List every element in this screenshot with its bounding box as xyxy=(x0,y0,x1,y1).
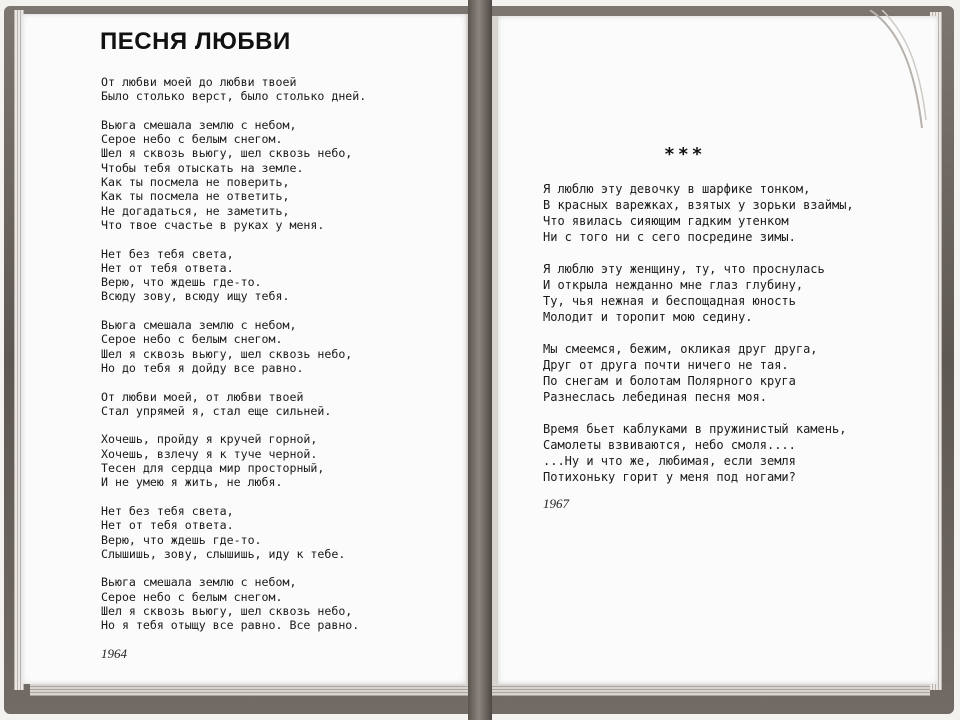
right-poem-heading: *** xyxy=(664,144,706,165)
right-poem-text: Я люблю эту девочку в шарфике тонком, В красных варежках, взятых у зорьки взаймы, Что явилась сияющим гадким утенком Ни с того ни с сего посредине зимы. Я люблю эту женщину, ту, что проснулась И открыла нежданно мне глаз глубину, Ту, чья нежная и беспощадная юность Молодит и торопит мою седину. Мы смеемся, бежим, окликая друг друга, Друг от друга почти ничего не тая. По снегам и болотам Полярного круга Разнеслась лебединая песня моя. Время бьет каблуками в пружинистый камень, Самолеты взвиваются, небо смоля.... ...Ну и что же, любимая, если земля Потихоньку горит у меня под ногами? xyxy=(543,182,854,484)
poem-title: ПЕСНЯ ЛЮБВИ xyxy=(100,28,291,55)
right-poem-year: 1967 xyxy=(543,496,569,511)
left-poem-text: От любви моей до любви твоей Было столько верст, было столько дней. Вьюга смешала землю с небом, Серое небо с белым снегом. Шел я сквозь вьюгу, шел сквозь небо, Чтобы тебя отыскать на земле. Как ты посмела не поверить, Как ты посмела не ответить, Не догадаться, не заметить, Что твое счастье в руках у меня. Нет без тебя света, Нет от тебя ответа. Верю, что ждешь где-то. Всюду зову, всюду ищу тебя. Вьюга смешала землю с небом, Серое небо с белым снегом. Шел я сквозь вьюгу, шел сквозь небо, Но до тебя я дойду все равно. От любви моей, от любви твоей Стал упрямей я, стал еще сильней. Хочешь, пройду я кручей горной, Хочешь, взлечу я к туче черной. Тесен для сердца мир просторный, И не умею я жить, не любя. Нет без тебя света, Нет от тебя ответа. Верю, что ждешь где-то. Слышишь, зову, слышишь, иду к тебе. Вьюга смешала землю с небом, Серое небо с белым снегом. Шел я сквозь вьюгу, шел сквозь небо, Но я тебя отыщу все равно. Все равно. xyxy=(101,75,367,633)
book-spine xyxy=(468,0,492,720)
page-corner-curl xyxy=(860,10,930,130)
left-poem-year: 1964 xyxy=(101,646,127,661)
